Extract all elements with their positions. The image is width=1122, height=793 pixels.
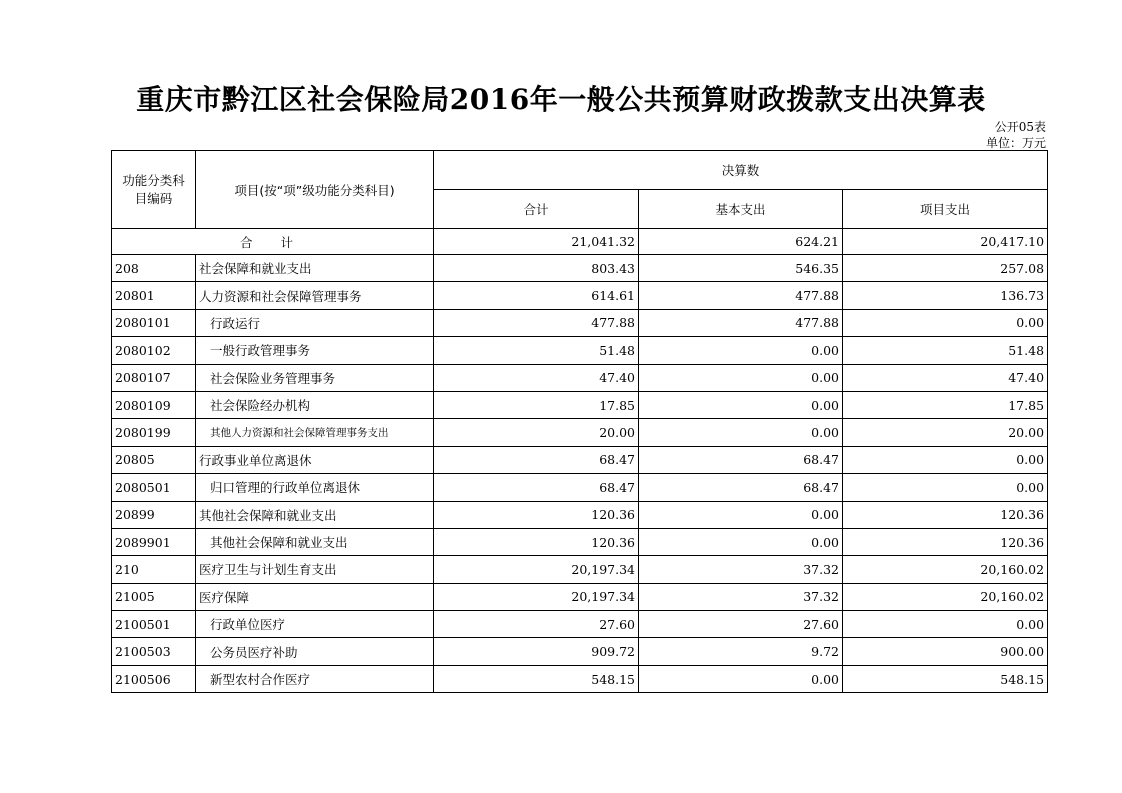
row-project: 0.00: [843, 474, 1048, 501]
table-row: [112, 583, 1048, 610]
row-project: 20.00: [843, 419, 1048, 446]
table-row: [112, 282, 1048, 309]
row-total: 20.00: [434, 419, 639, 446]
row-name: 归口管理的行政单位离退休: [196, 474, 434, 501]
table-header: [112, 151, 1048, 229]
header-item: 项目(按“项”级功能分类科目): [196, 151, 434, 229]
table-row: [112, 611, 1048, 638]
row-code: 20899: [112, 501, 196, 528]
table-row: [112, 391, 1048, 418]
row-basic: 477.88: [639, 282, 843, 309]
header-group-settlement: 决算数: [434, 151, 1048, 190]
row-project: 17.85: [843, 391, 1048, 418]
row-total: 120.36: [434, 528, 639, 555]
row-name: 人力资源和社会保障管理事务: [196, 282, 434, 309]
row-basic: 27.60: [639, 611, 843, 638]
row-project: 136.73: [843, 282, 1048, 309]
row-code: 20801: [112, 282, 196, 309]
row-project: 0.00: [843, 611, 1048, 638]
total-label: 合 计: [112, 229, 434, 255]
row-code: 2080101: [112, 309, 196, 336]
row-project: 548.15: [843, 665, 1048, 692]
row-name: 行政单位医疗: [196, 611, 434, 638]
table-row: [112, 309, 1048, 336]
row-name: 社会保险业务管理事务: [196, 364, 434, 391]
row-code: 2100503: [112, 638, 196, 665]
row-basic: 0.00: [639, 665, 843, 692]
total-project: 20,417.10: [843, 229, 1048, 255]
row-code: 21005: [112, 583, 196, 610]
total-sum: 21,041.32: [434, 229, 639, 255]
row-code: 2080102: [112, 337, 196, 364]
row-total: 614.61: [434, 282, 639, 309]
table-row: [112, 446, 1048, 473]
table-body: [112, 229, 1048, 693]
row-basic: 68.47: [639, 474, 843, 501]
row-code: 2100506: [112, 665, 196, 692]
table-row: [112, 337, 1048, 364]
table-row: [112, 556, 1048, 583]
row-total: 120.36: [434, 501, 639, 528]
unit-label: 单位：万元: [985, 136, 1046, 150]
row-name: 公务员医疗补助: [196, 638, 434, 665]
row-basic: 0.00: [639, 501, 843, 528]
header-code: 功能分类科目编码: [112, 151, 196, 229]
row-basic: 68.47: [639, 446, 843, 473]
row-code: 2100501: [112, 611, 196, 638]
row-code: 208: [112, 255, 196, 282]
row-basic: 9.72: [639, 638, 843, 665]
table-row: [112, 474, 1048, 501]
row-code: 2080501: [112, 474, 196, 501]
row-basic: 0.00: [639, 337, 843, 364]
row-total: 909.72: [434, 638, 639, 665]
page-title: 重庆市黔江区社会保险局2016年一般公共预算财政拨款支出决算表: [136, 83, 986, 116]
row-project: 257.08: [843, 255, 1048, 282]
row-name: 一般行政管理事务: [196, 337, 434, 364]
form-number: 公开05表: [994, 120, 1046, 134]
row-basic: 0.00: [639, 391, 843, 418]
row-name: 社会保险经办机构: [196, 391, 434, 418]
row-project: 0.00: [843, 446, 1048, 473]
row-total: 548.15: [434, 665, 639, 692]
row-project: 120.36: [843, 528, 1048, 555]
row-name: 行政运行: [196, 309, 434, 336]
table-row: [112, 255, 1048, 282]
row-code: 210: [112, 556, 196, 583]
row-name: 医疗保障: [196, 583, 434, 610]
row-name: 其他社会保障和就业支出: [196, 501, 434, 528]
row-name: 其他人力资源和社会保障管理事务支出: [196, 419, 434, 446]
row-project: 47.40: [843, 364, 1048, 391]
row-project: 51.48: [843, 337, 1048, 364]
table-row: [112, 638, 1048, 665]
row-basic: 477.88: [639, 309, 843, 336]
total-basic: 624.21: [639, 229, 843, 255]
table-row: [112, 419, 1048, 446]
table-row: [112, 665, 1048, 692]
row-total: 17.85: [434, 391, 639, 418]
table-row: [112, 528, 1048, 555]
row-name: 行政事业单位离退休: [196, 446, 434, 473]
row-code: 2080107: [112, 364, 196, 391]
row-total: 477.88: [434, 309, 639, 336]
row-basic: 546.35: [639, 255, 843, 282]
header-basic: 基本支出: [639, 190, 843, 229]
header-total: 合计: [434, 190, 639, 229]
row-project: 20,160.02: [843, 556, 1048, 583]
row-name: 医疗卫生与计划生育支出: [196, 556, 434, 583]
row-project: 20,160.02: [843, 583, 1048, 610]
row-basic: 37.32: [639, 556, 843, 583]
row-name: 社会保障和就业支出: [196, 255, 434, 282]
header-project: 项目支出: [843, 190, 1048, 229]
table-row: [112, 501, 1048, 528]
row-basic: 0.00: [639, 419, 843, 446]
row-code: 2080199: [112, 419, 196, 446]
row-total: 27.60: [434, 611, 639, 638]
row-name: 其他社会保障和就业支出: [196, 528, 434, 555]
row-total: 20,197.34: [434, 556, 639, 583]
table-row: [112, 364, 1048, 391]
row-basic: 37.32: [639, 583, 843, 610]
row-basic: 0.00: [639, 528, 843, 555]
row-code: 20805: [112, 446, 196, 473]
row-total: 20,197.34: [434, 583, 639, 610]
row-total: 803.43: [434, 255, 639, 282]
row-project: 0.00: [843, 309, 1048, 336]
total-row: [112, 229, 1048, 255]
row-project: 120.36: [843, 501, 1048, 528]
row-total: 68.47: [434, 446, 639, 473]
budget-table: [111, 150, 1048, 693]
row-code: 2080109: [112, 391, 196, 418]
row-total: 47.40: [434, 364, 639, 391]
row-basic: 0.00: [639, 364, 843, 391]
row-project: 900.00: [843, 638, 1048, 665]
row-total: 51.48: [434, 337, 639, 364]
row-name: 新型农村合作医疗: [196, 665, 434, 692]
row-code: 2089901: [112, 528, 196, 555]
row-total: 68.47: [434, 474, 639, 501]
